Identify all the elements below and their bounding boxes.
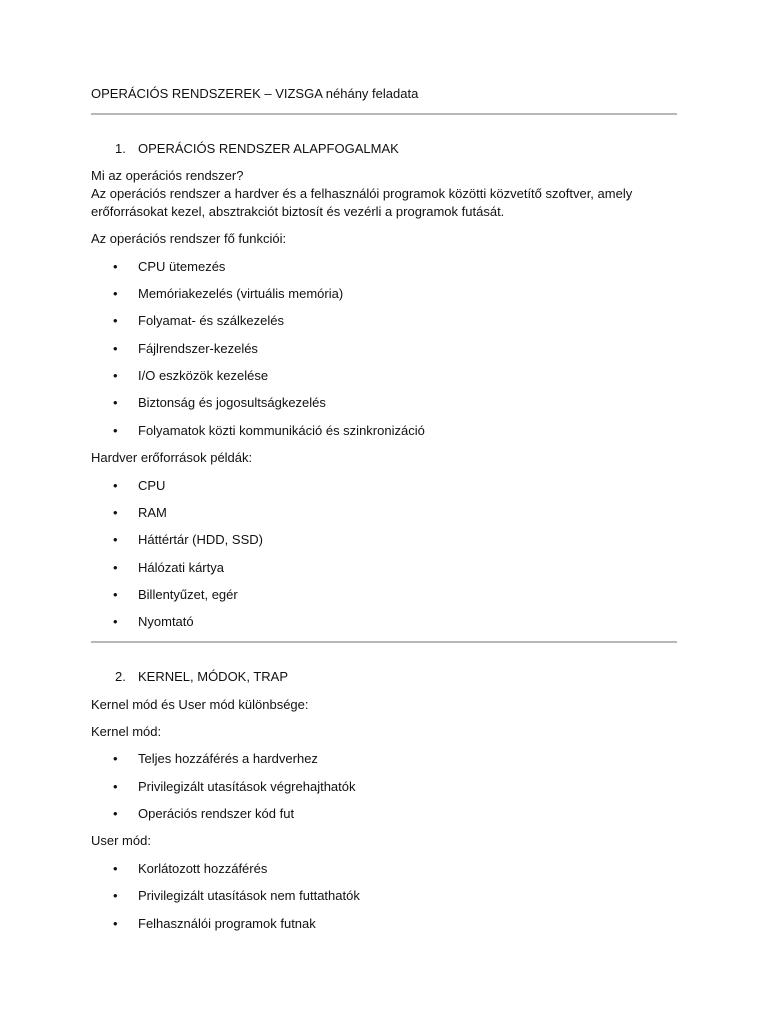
list-item: CPU — [138, 478, 166, 493]
list-item: Privilegizált utasítások végrehajthatók — [138, 779, 356, 794]
bullet-icon: • — [113, 916, 118, 931]
bullet-icon: • — [113, 560, 118, 575]
bullet-icon: • — [113, 395, 118, 410]
section-number: 2. — [115, 669, 126, 684]
bullet-icon: • — [113, 779, 118, 794]
list-label: Az operációs rendszer fő funkciói: — [91, 231, 287, 246]
list-item: Operációs rendszer kód fut — [138, 806, 295, 821]
bullet-icon: • — [113, 368, 118, 383]
list-label: User mód: — [91, 833, 151, 848]
question-text: Mi az operációs rendszer? — [91, 168, 244, 183]
section-heading: OPERÁCIÓS RENDSZER ALAPFOGALMAK — [138, 141, 399, 156]
bullet-icon: • — [113, 861, 118, 876]
bullet-icon: • — [113, 614, 118, 629]
list-item: Korlátozott hozzáférés — [138, 861, 268, 876]
paragraph-text: Kernel mód és User mód különbsége: — [91, 697, 309, 712]
section-heading: KERNEL, MÓDOK, TRAP — [138, 669, 289, 684]
section-number: 1. — [115, 141, 126, 156]
bullet-icon: • — [113, 532, 118, 547]
bullet-icon: • — [113, 259, 118, 274]
answer-text: erőforrásokat kezel, absztrakciót biztosít és vezérli a programok futását. — [91, 204, 505, 219]
list-item: Folyamatok közti kommunikáció és szinkronizáció — [138, 423, 425, 438]
divider — [91, 641, 677, 643]
list-item: Folyamat- és szálkezelés — [138, 313, 284, 328]
bullet-icon: • — [113, 806, 118, 821]
bullet-icon: • — [113, 423, 118, 438]
bullet-icon: • — [113, 587, 118, 602]
list-item: I/O eszközök kezelése — [138, 368, 269, 383]
list-item: Memóriakezelés (virtuális memória) — [138, 286, 344, 301]
bullet-icon: • — [113, 751, 118, 766]
list-item: Billentyűzet, egér — [138, 587, 238, 602]
bullet-icon: • — [113, 313, 118, 328]
bullet-icon: • — [113, 505, 118, 520]
document-title: OPERÁCIÓS RENDSZEREK – VIZSGA néhány feladata — [91, 86, 419, 101]
bullet-icon: • — [113, 286, 118, 301]
answer-text: Az operációs rendszer a hardver és a felhasználói programok közötti közvetítő szoftver, amely — [91, 186, 633, 201]
bullet-icon: • — [113, 341, 118, 356]
list-item: RAM — [138, 505, 167, 520]
list-item: Teljes hozzáférés a hardverhez — [138, 751, 318, 766]
list-item: Nyomtató — [138, 614, 194, 629]
list-item: CPU ütemezés — [138, 259, 226, 274]
list-item: Biztonság és jogosultságkezelés — [138, 395, 326, 410]
list-item: Fájlrendszer-kezelés — [138, 341, 258, 356]
list-item: Háttértár (HDD, SSD) — [138, 532, 263, 547]
divider — [91, 113, 677, 115]
list-item: Hálózati kártya — [138, 560, 224, 575]
list-item: Felhasználói programok futnak — [138, 916, 316, 931]
list-item: Privilegizált utasítások nem futtathatók — [138, 888, 360, 903]
list-label: Hardver erőforrások példák: — [91, 450, 253, 465]
bullet-icon: • — [113, 478, 118, 493]
bullet-icon: • — [113, 888, 118, 903]
list-label: Kernel mód: — [91, 724, 162, 739]
